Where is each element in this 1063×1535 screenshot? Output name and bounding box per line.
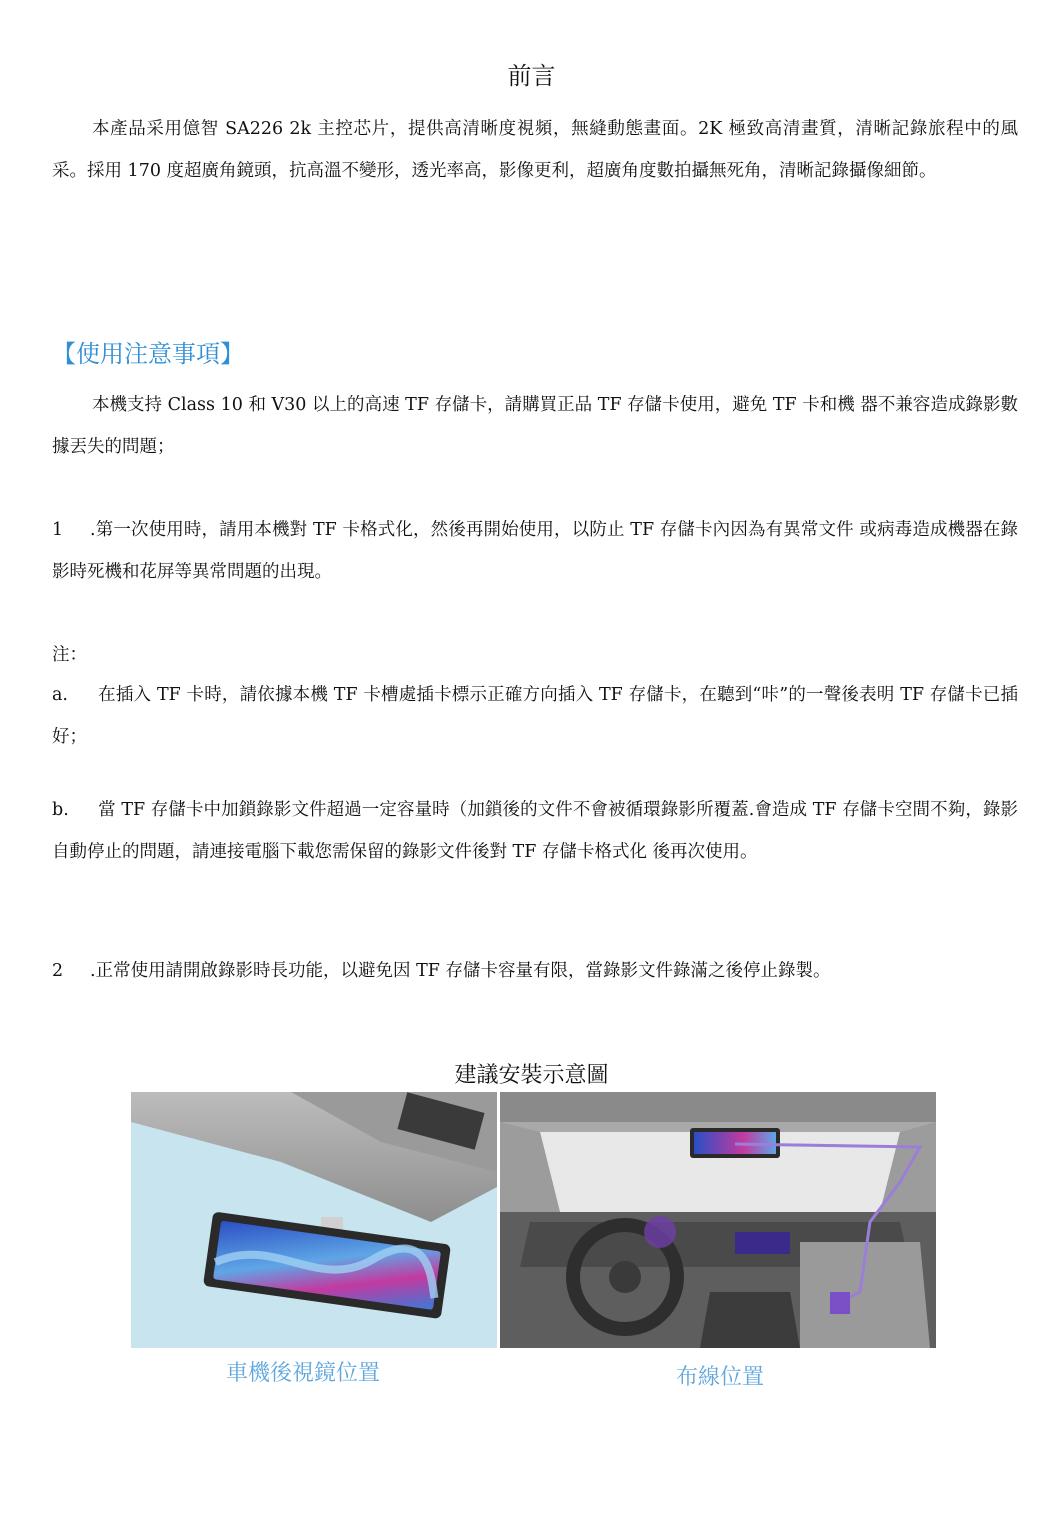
- mirror-position-image: [131, 1092, 497, 1348]
- note-b-label: b.: [52, 800, 69, 820]
- figure-title: 建議安裝示意圖: [454, 1063, 609, 1088]
- item-1: [52, 509, 1018, 593]
- caption-wiring-position: 布線位置: [676, 1365, 765, 1390]
- item-2: [52, 950, 1018, 992]
- note-b: [52, 789, 1018, 873]
- section-title: 【使用注意事項】: [52, 340, 244, 368]
- notes-intro: 本機支持 Class 10 和 V30 以上的高速 TF 存儲卡，請購買正品 TF 存儲卡使用，避免 TF 卡和機 器不兼容造成錄影數據丟失的問題；: [52, 395, 1018, 457]
- item-1-text: .第一次使用時，請用本機對 TF 卡格式化，然後再開始使用，以防止 TF 存儲卡內因為有異常文件 或病毒造成機器在錄影時死機和花屏等異常問題的出現。: [52, 520, 1018, 582]
- item-2-text: .正常使用請開啟錄影時長功能，以避免因 TF 存儲卡容量有限，當錄影文件錄滿之後停止錄製。: [90, 961, 831, 981]
- note-a-label: a.: [52, 685, 68, 705]
- note-b-text: 當 TF 存儲卡中加鎖錄影文件超過一定容量時（加鎖後的文件不會被循環錄影所覆蓋.會造成 TF 存儲卡空間不夠，錄影自動停止的問題，請連接電腦下載您需保留的錄影文件後對 TF 存儲卡格式化 後再次使用。: [52, 800, 1018, 862]
- wiring-position-image: [500, 1092, 936, 1348]
- preface-body: 本產品采用億智 SA226 2k 主控芯片，提供高清晰度視頻，無縫動態畫面。2K 極致高清畫質，清晰記錄旅程中的風采。採用 170 度超廣角鏡頭，抗高溫不變形，透光率高，影像更利，超廣角度數拍攝無死角，清晰記錄攝像細節。: [52, 119, 1018, 181]
- note-label: 注：: [52, 645, 87, 665]
- note-a-text: 在插入 TF 卡時，請依據本機 TF 卡槽處插卡標示正確方向插入 TF 存儲卡，在聽到“咔”的一聲後表明 TF 存儲卡已插好；: [52, 685, 1018, 747]
- item-1-number: 1: [52, 520, 64, 540]
- note-a: [52, 674, 1018, 758]
- item-2-number: 2: [52, 961, 64, 981]
- preface-title: 前言: [507, 62, 556, 90]
- caption-mirror-position: 車機後視鏡位置: [226, 1361, 381, 1386]
